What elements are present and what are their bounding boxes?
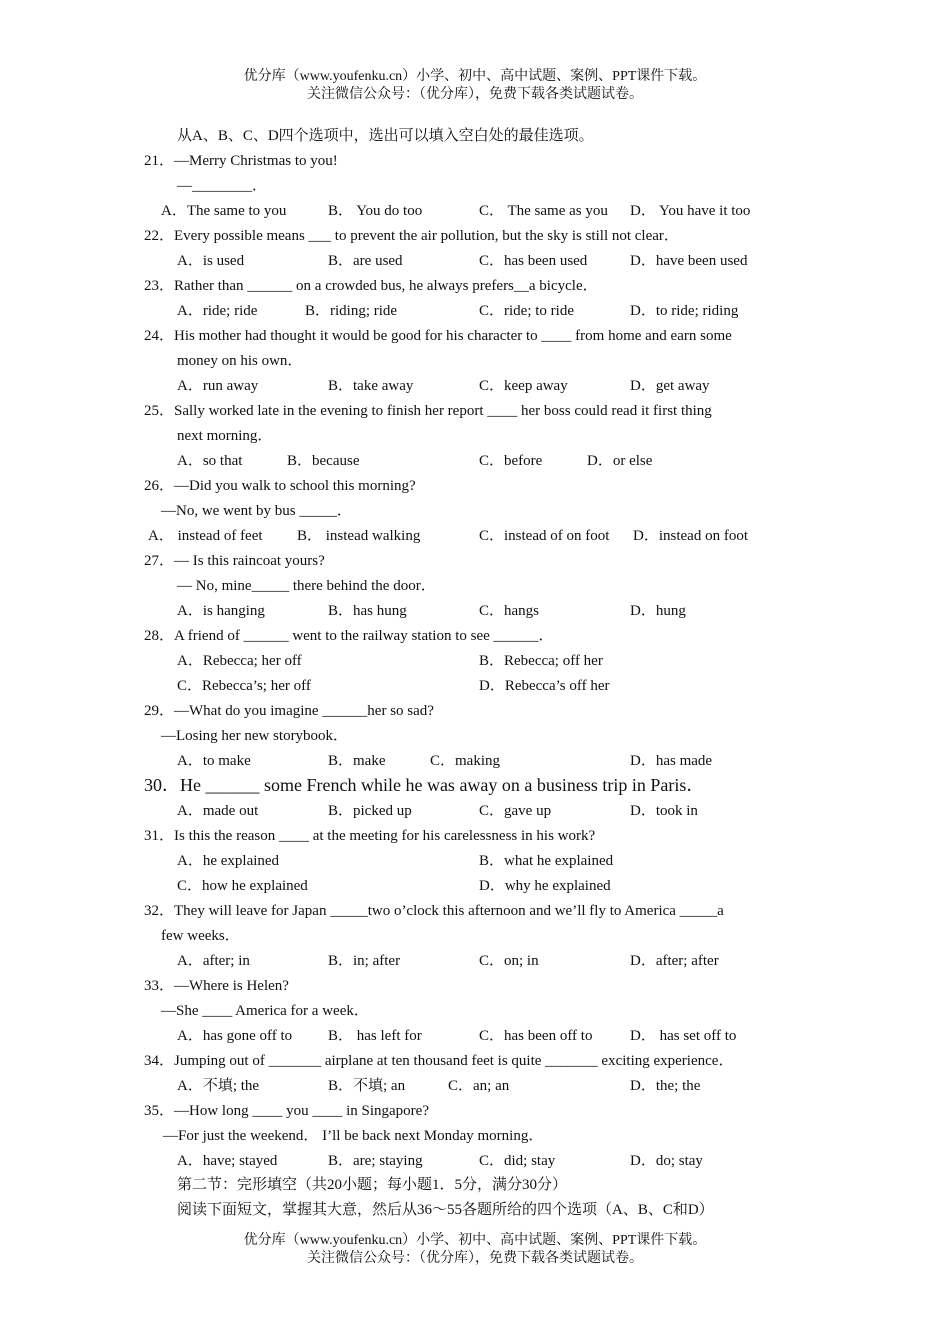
q35-option-a: A．have; stayed (177, 1153, 278, 1169)
q22-option-c: C．has been used (479, 253, 588, 269)
q26-reply: —No, we went by bus _____． (161, 503, 352, 519)
q22-option-b: B．are used (328, 253, 403, 269)
q28-stem: 28．A friend of ______ went to the railway station to see ______． (144, 628, 554, 644)
q33-option-a: A．has gone off to (177, 1028, 293, 1044)
q23-option-b: B．riding; ride (305, 303, 398, 319)
page-header-line-1: 优分库（www.youfenku.cn）小学、初中、高中试题、案例、PPT课件下载。 (243, 69, 707, 84)
q33-option-d: D． has set off to (630, 1028, 737, 1044)
q32-option-a: A．after; in (177, 953, 250, 969)
q35-option-c: C．did; stay (479, 1153, 556, 1169)
q33-option-b: B． has left for (328, 1028, 422, 1044)
q23-option-d: D．to ride; riding (630, 303, 739, 319)
q27-option-d: D．hung (630, 603, 686, 619)
q25-option-d: D．or else (587, 453, 653, 469)
q24-option-c: C．keep away (479, 378, 568, 394)
q27-option-b: B．has hung (328, 603, 407, 619)
q29-reply: —Losing her new storybook． (161, 728, 349, 744)
q34-option-d: D．the; the (630, 1078, 701, 1094)
q26-option-d: D．instead on foot (633, 528, 748, 544)
q25-option-a: A．so that (177, 453, 243, 469)
q29-option-c: C．making (430, 753, 500, 769)
q31-option-a: A．he explained (177, 853, 280, 869)
page-footer-line-1: 优分库（www.youfenku.cn）小学、初中、高中试题、案例、PPT课件下载。 (243, 1233, 707, 1248)
q26-option-c: C．instead of on foot (479, 528, 610, 544)
q34-stem: 34．Jumping out of _______ airplane at ten thousand feet is quite _______ exciting experience． (144, 1053, 734, 1069)
q30-option-b: B．picked up (328, 803, 412, 819)
q34-option-b: B．不填; an (328, 1078, 406, 1094)
q31-option-d: D．why he explained (479, 878, 611, 894)
q32-stem: 32．They will leave for Japan _____two o’clock this afternoon and we’ll fly to America _____a (144, 903, 724, 919)
q33-option-c: C．has been off to (479, 1028, 593, 1044)
q25-option-c: C．before (479, 453, 543, 469)
q28-option-b: B．Rebecca; off her (479, 653, 603, 669)
q26-option-b: B． instead walking (297, 528, 421, 544)
q35-option-d: D．do; stay (630, 1153, 703, 1169)
q23-stem: 23．Rather than ______ on a crowded bus, he always prefers__a bicycle． (144, 278, 598, 294)
q22-option-d: D．have been used (630, 253, 748, 269)
section2-instruction: 阅读下面短文，掌握其大意，然后从36～55各题所给的四个选项（A、B、C和D） (177, 1202, 714, 1218)
q31-stem: 31．Is this the reason ____ at the meeting for his carelessness in his work? (144, 828, 596, 844)
q29-option-a: A．to make (177, 753, 251, 769)
q32-option-d: D．after; after (630, 953, 719, 969)
q21-option-b: B． You do too (328, 203, 423, 219)
q34-option-a: A．不填; the (177, 1078, 260, 1094)
q25-option-b: B．because (287, 453, 360, 469)
q35-reply: —For just the weekend． I’ll be back next Monday morning． (163, 1128, 544, 1144)
q26-option-a: A． instead of feet (148, 528, 263, 544)
page-header-line-2: 关注微信公众号：（优分库），免费下载各类试题试卷。 (307, 87, 643, 102)
q29-option-b: B．make (328, 753, 386, 769)
q32-option-b: B．in; after (328, 953, 401, 969)
q30-option-c: C．gave up (479, 803, 552, 819)
q21-reply: —________． (177, 178, 268, 194)
q35-option-b: B．are; staying (328, 1153, 423, 1169)
q23-option-a: A．ride; ride (177, 303, 258, 319)
q27-stem: 27．— Is this raincoat yours? (144, 553, 325, 569)
q30-option-d: D．took in (630, 803, 698, 819)
q27-option-c: C．hangs (479, 603, 540, 619)
q33-reply: —She ____ America for a week． (161, 1003, 369, 1019)
q32-stem-cont: few weeks． (161, 928, 240, 944)
q32-option-c: C．on; in (479, 953, 539, 969)
q24-option-a: A．run away (177, 378, 259, 394)
q24-option-d: D．get away (630, 378, 710, 394)
section-instruction: 从A、B、C、D四个选项中，选出可以填入空白处的最佳选项。 (177, 128, 594, 144)
section2-title: 第二节：完形填空（共20小题；每小题1．5分，满分30分） (177, 1177, 568, 1193)
q28-option-d: D．Rebecca’s off her (479, 678, 610, 694)
q35-stem: 35．—How long ____ you ____ in Singapore? (144, 1103, 429, 1119)
q24-stem-cont: money on his own． (177, 353, 303, 369)
q21-option-d: D． You have it too (630, 203, 751, 219)
q26-stem: 26．—Did you walk to school this morning? (144, 478, 416, 494)
q24-stem: 24．His mother had thought it would be good for his character to ____ from home and earn some (144, 328, 732, 344)
page-footer-line-2: 关注微信公众号：（优分库），免费下载各类试题试卷。 (307, 1251, 643, 1266)
q29-stem: 29．—What do you imagine ______her so sad? (144, 703, 434, 719)
q24-option-b: B．take away (328, 378, 414, 394)
q22-option-a: A．is used (177, 253, 245, 269)
q28-option-c: C．Rebecca’s; her off (177, 678, 311, 694)
q28-option-a: A．Rebecca; her off (177, 653, 302, 669)
q25-stem: 25．Sally worked late in the evening to finish her report ____ her boss could read it first thing (144, 403, 712, 419)
q22-stem: 22．Every possible means ___ to prevent the air pollution, but the sky is still not clear． (144, 228, 679, 244)
q23-option-c: C．ride; to ride (479, 303, 574, 319)
q34-option-c: C．an; an (448, 1078, 510, 1094)
q30-option-a: A．made out (177, 803, 259, 819)
q27-option-a: A．is hanging (177, 603, 265, 619)
q31-option-c: C．how he explained (177, 878, 308, 894)
q25-stem-cont: next morning． (177, 428, 273, 444)
q21-option-c: C． The same as you (479, 203, 608, 219)
q33-stem: 33．—Where is Helen? (144, 978, 289, 994)
q27-reply: — No, mine_____ there behind the door． (177, 578, 436, 594)
q31-option-b: B．what he explained (479, 853, 614, 869)
q30-stem: 30．He ______ some French while he was away on a business trip in Paris． (144, 775, 705, 795)
q21-stem: 21．—Merry Christmas to you! (144, 153, 338, 169)
q21-option-a: A．The same to you (161, 203, 287, 219)
q29-option-d: D．has made (630, 753, 713, 769)
